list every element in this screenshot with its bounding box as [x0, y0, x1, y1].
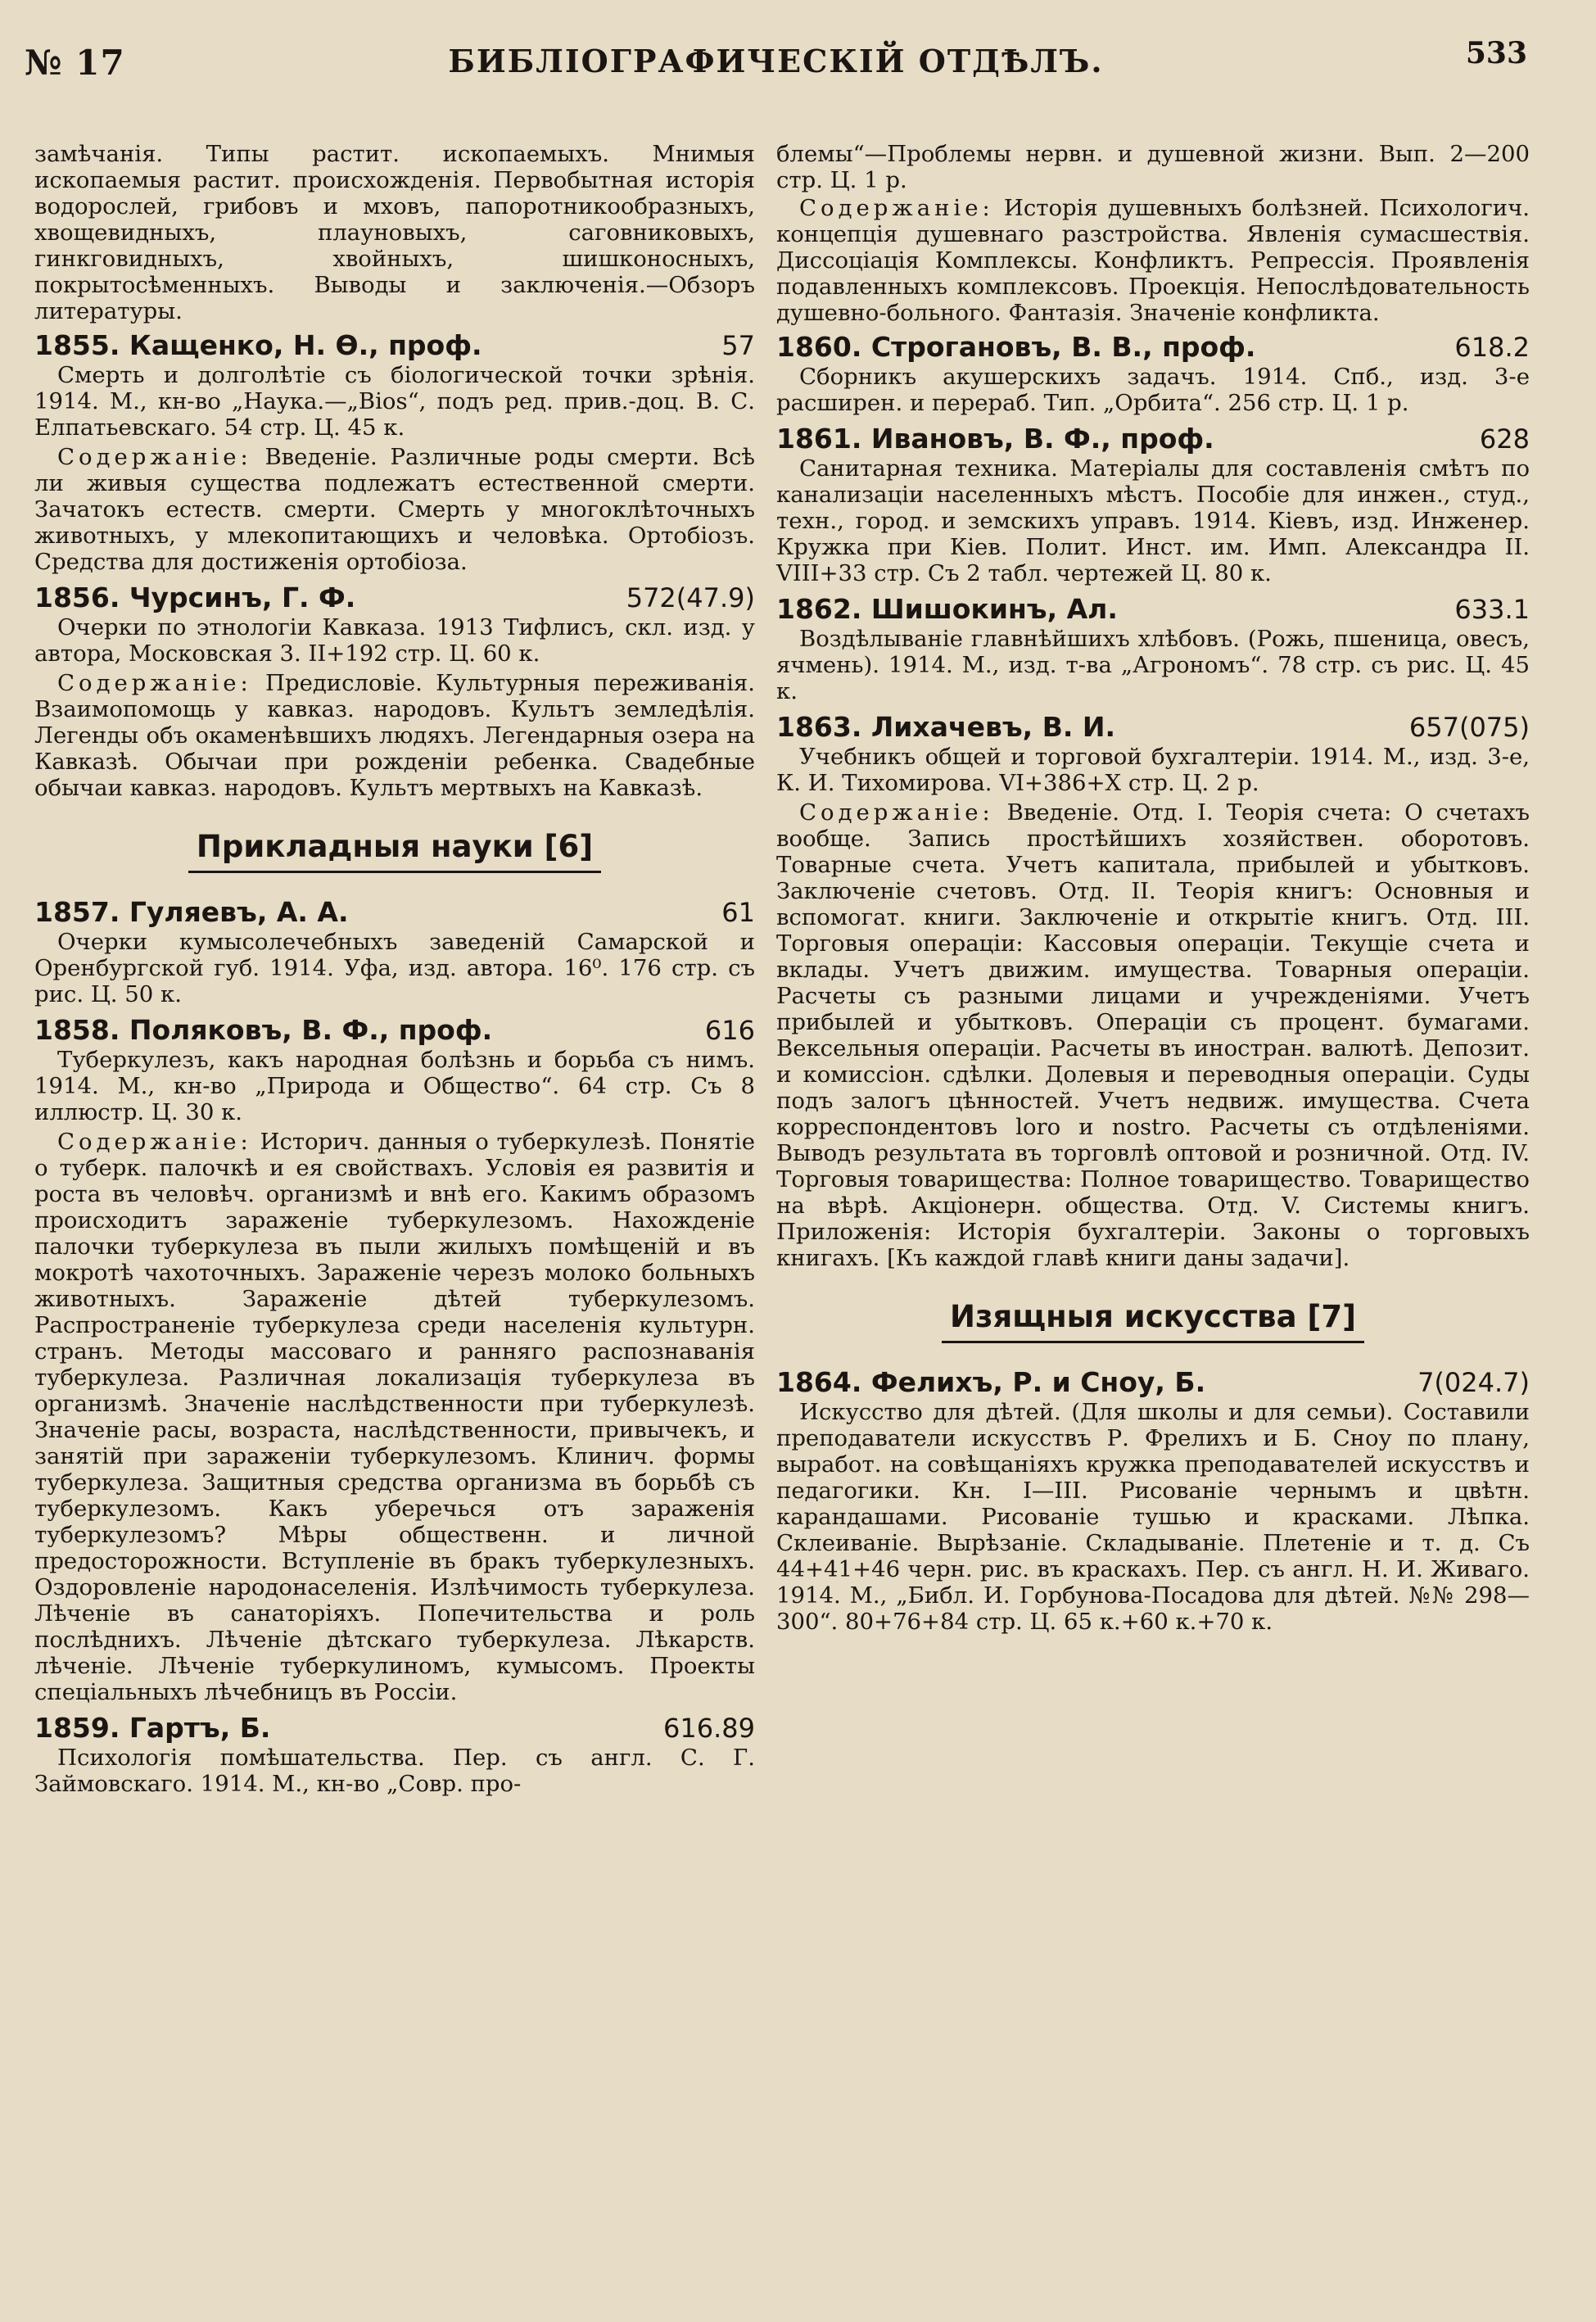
entry-description: Туберкулезъ, какъ народная болѣзнь и борьба съ нимъ. 1914. М., кн-во „Природа и Общество“. 64 стр. Съ 8 иллюстр. Ц. 30 к.	[34, 1047, 755, 1125]
entry-contents	[34, 670, 755, 801]
entry-heading	[776, 331, 1530, 364]
entry-description: Очерки по этнологіи Кавказа. 1913 Тифлисъ, скл. изд. у автора, Московская 3. II+192 стр. Ц. 60 к.	[34, 614, 755, 667]
entry-heading	[34, 1712, 755, 1745]
entry-author: 1859. Гартъ, Б.	[34, 1712, 271, 1744]
entry-code: 61	[721, 897, 755, 928]
entry-1860	[776, 331, 1530, 416]
entry-description: Санитарная техника. Матеріалы для составленія смѣтъ по канализаціи населенныхъ мѣстъ. Пособіе для инжен., студ., техн., город. и земскихъ управъ. 1914. Кіевъ, изд. Инженер. Кружка при Кіев. Полит. Инст. им. Имп. Александра II. VIII+33 стр. Съ 2 табл. чертежей Ц. 80 к.	[776, 455, 1530, 586]
contents-label: Содержаніе:	[799, 195, 994, 221]
entry-code: 618.2	[1454, 332, 1530, 363]
entry-1855	[34, 329, 755, 575]
entry-author: 1860. Строгановъ, В. В., проф.	[776, 331, 1256, 363]
entry-description: Смерть и долголѣтіе съ біологической точки зрѣнія. 1914. М., кн-во „Наука.—„Bios“, подъ ред. прив.-доц. В. С. Елпатьевскаго. 54 стр. Ц. 45 к.	[34, 362, 755, 441]
entry-code: 657(075)	[1408, 712, 1530, 743]
entry-description: Воздѣлываніе главнѣйшихъ хлѣбовъ. (Рожь, пшеница, овесъ, ячмень). 1914. М., изд. т-ва „Агрономъ“. 78 стр. съ рис. Ц. 45 к.	[776, 626, 1530, 704]
entry-1858	[34, 1014, 755, 1705]
continuation-contents	[776, 195, 1530, 326]
section-title: Прикладныя науки [6]	[188, 829, 601, 873]
entry-heading	[776, 423, 1530, 455]
entry-1864	[776, 1366, 1530, 1635]
entry-code: 572(47.9)	[626, 582, 755, 613]
contents-text: Исторія душевныхъ болѣзней. Психологич. концепція душевнаго разстройства. Явленія сумасшествія. Диссоціація Комплексы. Конфликтъ. Репрессія. Проявленія подавленныхъ комплексовъ. Проекція. Непослѣдовательность душевно-больного. Фантазія. Значеніе конфликта.	[776, 195, 1530, 326]
contents-text: Историч. данныя о туберкулезѣ. Понятіе о туберк. палочкѣ и ея свойствахъ. Условія ея развитія и роста въ человѣч. организмѣ и внѣ его. Какимъ образомъ происходитъ зараженіе туберкулезомъ. Нахожденіе палочки туберкулеза въ пыли жилыхъ помѣщеній и въ мокротѣ чахоточныхъ. Зараженіе черезъ молоко больныхъ животныхъ. Зараженіе дѣтей туберкулезомъ. Распространеніе туберкулеза среди населенія культурн. странъ. Методы массоваго и ранняго распознаванія туберкулеза. Различная локализація туберкулеза въ организмѣ. Значеніе наслѣдственности при туберкулезѣ. Значеніе расы, возраста, наслѣдственности, привычекъ, и занятій при зараженіи туберкулезомъ. Клинич. формы туберкулеза. Защитныя средства организма въ борьбѣ съ туберкулезомъ. Какъ уберечься отъ зараженія туберкулезомъ? Мѣры общественн. и личной предосторожности. Вступленіе въ бракъ туберкулезныхъ. Оздоровленіе народонаселенія. Излѣчимость туберкулеза. Лѣченіе въ санаторіяхъ. Попечительства и роль послѣднихъ. Лѣченіе дѣтскаго туберкулеза. Лѣкарств. лѣченіе. Лѣченіе туберкулиномъ, кумысомъ. Проекты спеціальныхъ лѣчебницъ въ Россіи.	[34, 1129, 756, 1705]
issue-number: № 17	[25, 43, 125, 83]
section-heading-applied-sciences	[34, 829, 755, 873]
entry-1859	[34, 1712, 755, 1797]
continuation-text: блемы“—Проблемы нервн. и душевной жизни. Вып. 2—200 стр. Ц. 1 р.	[776, 141, 1530, 193]
contents-text: Введеніе. Различные роды смерти. Всѣ ли живыя существа подлежатъ естественной смерти. Зачатокъ естеств. смерти. Смерть у многоклѣточныхъ животныхъ, у млекопитающихъ и человѣка. Ортобіозъ. Средства для достиженія ортобіоза.	[34, 444, 755, 575]
entry-1862	[776, 593, 1530, 704]
entry-heading	[34, 329, 755, 362]
entry-1863	[776, 711, 1530, 1271]
entry-contents	[34, 444, 755, 575]
page-number: 533	[1465, 36, 1527, 70]
entry-heading	[34, 1014, 755, 1047]
entry-description: Учебникъ общей и торговой бухгалтеріи. 1914. М., изд. 3-е, К. И. Тихомирова. VI+386+X стр. Ц. 2 р.	[776, 744, 1530, 796]
section-title: Изящныя искусства [7]	[942, 1299, 1364, 1343]
entry-description: Сборникъ акушерскихъ задачъ. 1914. Спб., изд. 3-е расширен. и перераб. Тип. „Орбита“. 256 стр. Ц. 1 р.	[776, 364, 1530, 416]
section-header-title: БИБЛІОГРАФИЧЕСКІЙ ОТДѢЛЪ.	[448, 43, 1104, 79]
contents-text: Предисловіе. Культурныя переживанія. Взаимопомощь у кавказ. народовъ. Культъ земледѣлія. Легенды объ окаменѣвшихъ людяхъ. Легендарныя озера на Кавказѣ. Обычаи при рожденіи ребенка. Свадебные обычаи кавказ. народовъ. Культъ мертвыхъ на Кавказѣ.	[34, 670, 755, 801]
entry-description: Очерки кумысолечебныхъ заведеній Самарской и Оренбургской губ. 1914. Уфа, изд. автора. 16⁰. 176 стр. съ рис. Ц. 50 к.	[34, 929, 755, 1007]
entry-heading	[776, 711, 1530, 744]
entry-1861	[776, 423, 1530, 586]
entry-code: 616	[704, 1015, 755, 1046]
entry-code: 633.1	[1454, 594, 1530, 625]
entry-code: 57	[721, 330, 755, 361]
contents-label: Содержаніе:	[57, 1129, 252, 1155]
entry-code: 628	[1479, 423, 1530, 455]
entry-heading	[776, 1366, 1530, 1399]
contents-text: Введеніе. Отд. I. Теорія счета: О счетахъ вообще. Запись простѣйшихъ хозяйствен. оборотовъ. Товарные счета. Учетъ капитала, прибылей и убытковъ. Заключеніе счетовъ. Отд. II. Теорія книгъ: Основныя и вспомогат. книги. Заключеніе и открытіе книгъ. Отд. III. Торговыя операціи: Кассовыя операціи. Текущіе счета и вклады. Учетъ движим. имущества. Товарныя операціи. Расчеты съ разными лицами и учрежденіями. Учетъ прибылей и убытковъ. Операціи съ процент. бумагами. Вексельныя операціи. Расчеты въ иностран. валютѣ. Депозит. и комиссіон. сдѣлки. Долевыя и переводныя операціи. Суды подъ залогъ цѣнностей. Учетъ недвиж. имущества. Счета корреспондентовъ loro и nostro. Расчеты съ отдѣленіями. Выводъ результата въ торговлѣ оптовой и розничной. Отд. IV. Торговыя товарищества: Полное товарищество. Товарищество на вѣрѣ. Акціонерн. общества. Отд. V. Системы книгъ. Приложенія: Исторія бухгалтеріи. Законы о торговыхъ книгахъ. [Къ каждой главѣ книги даны задачи].	[776, 799, 1530, 1271]
entry-code: 616.89	[663, 1713, 755, 1744]
entry-heading	[34, 582, 755, 614]
entry-author: 1855. Кащенко, Н. Ѳ., проф.	[34, 329, 482, 361]
entry-author: 1861. Ивановъ, В. Ф., проф.	[776, 423, 1214, 455]
entry-description: Психологія помѣшательства. Пер. съ англ. С. Г. Займовскаго. 1914. М., кн-во „Совр. про-	[34, 1745, 755, 1797]
entry-author: 1862. Шишокинъ, Ал.	[776, 593, 1118, 625]
contents-label: Содержаніе:	[799, 799, 994, 826]
entry-author: 1856. Чурсинъ, Г. Ф.	[34, 582, 356, 613]
running-header	[25, 36, 1527, 108]
right-column	[776, 141, 1530, 1641]
entry-1857	[34, 896, 755, 1007]
entry-heading	[776, 593, 1530, 626]
entry-author: 1857. Гуляевъ, А. А.	[34, 896, 349, 928]
contents-label: Содержаніе:	[57, 444, 252, 470]
entry-code: 7(024.7)	[1417, 1367, 1530, 1398]
contents-label: Содержаніе:	[57, 670, 252, 696]
entry-author: 1858. Поляковъ, В. Ф., проф.	[34, 1014, 493, 1046]
entry-heading	[34, 896, 755, 929]
entry-contents	[34, 1129, 755, 1705]
entry-author: 1864. Фелихъ, Р. и Сноу, Б.	[776, 1366, 1206, 1398]
entry-description: Искусство для дѣтей. (Для школы и для семьи). Составили преподаватели искусствъ Р. Фрелихъ и Б. Сноу по плану, выработ. на совѣщаніяхъ кружка преподавателей искусствъ и педагогики. Кн. I—III. Рисованіе чернымъ и цвѣтн. карандашами. Рисованіе тушью и красками. Лѣпка. Склеиваніе. Вырѣзаніе. Складываніе. Плетеніе и т. д. Съ 44+41+46 черн. рис. въ краскахъ. Пер. съ англ. Н. И. Живаго. 1914. М., „Библ. И. Горбунова-Посадова для дѣтей. №№ 298—300“. 80+76+84 стр. Ц. 65 к.+60 к.+70 к.	[776, 1399, 1530, 1635]
entry-author: 1863. Лихачевъ, В. И.	[776, 711, 1116, 743]
continuation-text: замѣчанія. Типы растит. ископаемыхъ. Мнимыя ископаемыя растит. происхожденія. Первобытная исторія водорослей, грибовъ и мховъ, папоротникообразныхъ, хвощевидныхъ, плауновыхъ, саговниковыхъ, гинкговидныхъ, хвойныхъ, шишконосныхъ, покрытосѣменныхъ. Выводы и заключенія.—Обзоръ литературы.	[34, 141, 755, 324]
section-heading-fine-arts	[776, 1299, 1530, 1343]
entry-contents	[776, 799, 1530, 1271]
entry-1856	[34, 582, 755, 801]
left-column	[34, 141, 755, 1804]
